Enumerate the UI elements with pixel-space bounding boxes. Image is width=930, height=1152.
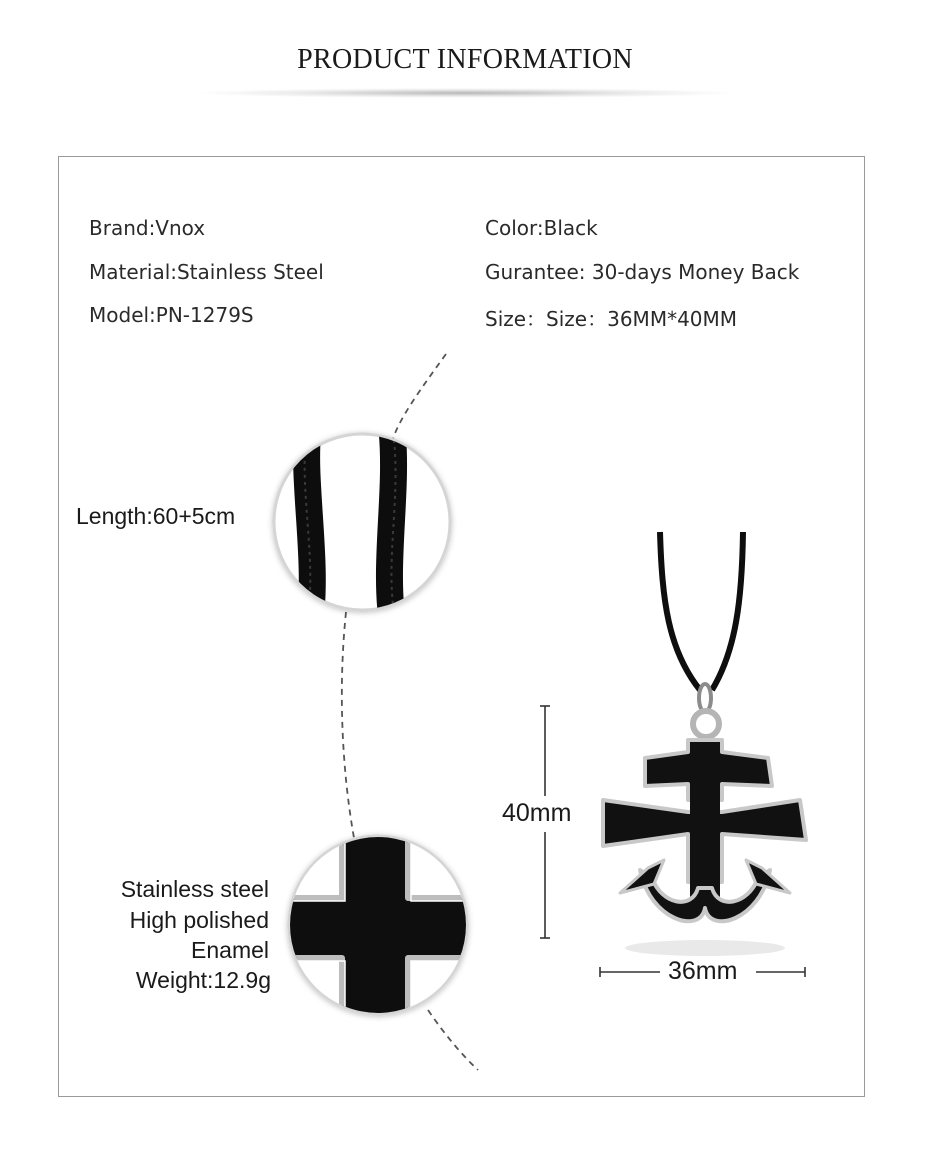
spec-size: Size：Size：36MM*40MM — [485, 307, 738, 331]
feature-high-polished: High polished — [129, 907, 269, 933]
height-dimension-label: 40mm — [502, 799, 572, 827]
pendant-cross-anchor — [603, 740, 806, 921]
spec-model: Model:PN-1279S — [89, 303, 254, 327]
cross-detail-icon — [280, 830, 483, 1033]
feature-stainless-steel: Stainless steel — [120, 876, 269, 902]
weight-label: Weight:12.9g — [135, 967, 271, 993]
dashed-guide-middle — [342, 612, 354, 838]
pendant-reflection — [625, 940, 785, 956]
pendant-jump-ring — [699, 684, 711, 712]
length-label: Length:60+5cm — [76, 503, 236, 529]
width-dimension-label: 36mm — [668, 957, 738, 985]
spec-guarantee: Gurantee: 30-days Money Back — [485, 260, 800, 284]
pendant-cord — [660, 532, 743, 690]
dashed-guide-upper — [392, 354, 446, 442]
spec-color: Color:Black — [485, 216, 598, 240]
feature-enamel: Enamel — [191, 937, 269, 963]
spec-brand: Brand:Vnox — [89, 216, 206, 240]
pendant-bail — [693, 711, 719, 737]
dashed-guide-lower — [428, 1010, 478, 1070]
page-heading: PRODUCT INFORMATION — [297, 44, 633, 75]
spec-material: Material:Stainless Steel — [89, 260, 324, 284]
